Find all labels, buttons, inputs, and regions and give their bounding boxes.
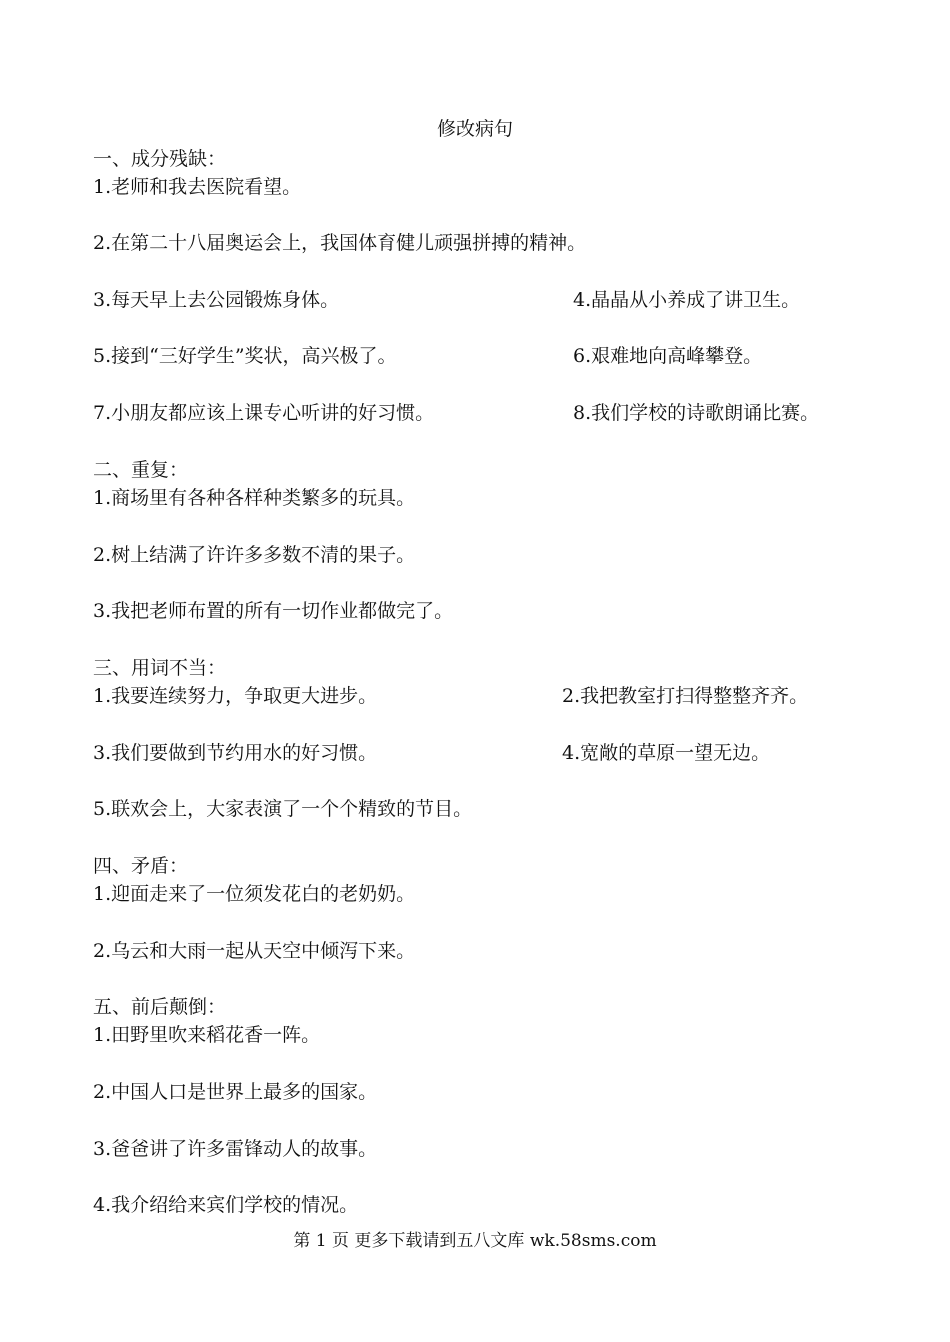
sentence-item: 4.我介绍给来宾们学校的情况。	[93, 1194, 359, 1216]
sentence-item: 2.我把教室打扫得整整齐齐。	[562, 685, 809, 707]
sentence-item: 5.接到“三好学生”奖状，高兴极了。	[93, 345, 397, 367]
page-title: 修改病句	[436, 118, 513, 140]
sentence-item: 3.我把老师布置的所有一切作业都做完了。	[93, 600, 454, 622]
sentence-item: 1.田野里吹来稻花香一阵。	[93, 1024, 321, 1046]
sentence-item: 4.晶晶从小养成了讲卫生。	[573, 289, 801, 311]
sentence-item: 2.乌云和大雨一起从天空中倾泻下来。	[93, 940, 416, 962]
sentence-item: 1.老师和我去医院看望。	[93, 176, 302, 198]
sentence-item: 3.我们要做到节约用水的好习惯。	[93, 742, 378, 764]
sentence-item: 4.宽敞的草原一望无边。	[562, 742, 771, 764]
section-heading: 一、成分残缺：	[93, 148, 227, 170]
sentence-item: 7.小朋友都应该上课专心听讲的好习惯。	[93, 402, 435, 424]
sentence-item: 2.树上结满了许许多多数不清的果子。	[93, 544, 416, 566]
section-heading: 二、重复：	[93, 459, 189, 481]
sentence-item: 3.每天早上去公园锻炼身体。	[93, 289, 340, 311]
sentence-item: 1.迎面走来了一位须发花白的老奶奶。	[93, 883, 416, 905]
sentence-item: 8.我们学校的诗歌朗诵比赛。	[573, 402, 820, 424]
sentence-item: 1.商场里有各种各样种类繁多的玩具。	[93, 487, 416, 509]
section-heading: 三、用词不当：	[93, 657, 227, 679]
sentence-item: 2.中国人口是世界上最多的国家。	[93, 1081, 378, 1103]
sentence-item: 3.爸爸讲了许多雷锋动人的故事。	[93, 1138, 378, 1160]
sentence-item: 1.我要连续努力，争取更大进步。	[93, 685, 378, 707]
section-heading: 五、前后颠倒：	[93, 996, 227, 1018]
sentence-item: 5.联欢会上，大家表演了一个个精致的节目。	[93, 798, 473, 820]
section-heading: 四、矛盾：	[93, 855, 189, 877]
sentence-item: 6.艰难地向高峰攀登。	[573, 345, 763, 367]
sentence-item: 2.在第二十八届奥运会上，我国体育健儿顽强拼搏的精神。	[93, 232, 587, 254]
page-footer: 第 1 页 更多下载请到五八文库 wk.58sms.com	[293, 1231, 657, 1251]
